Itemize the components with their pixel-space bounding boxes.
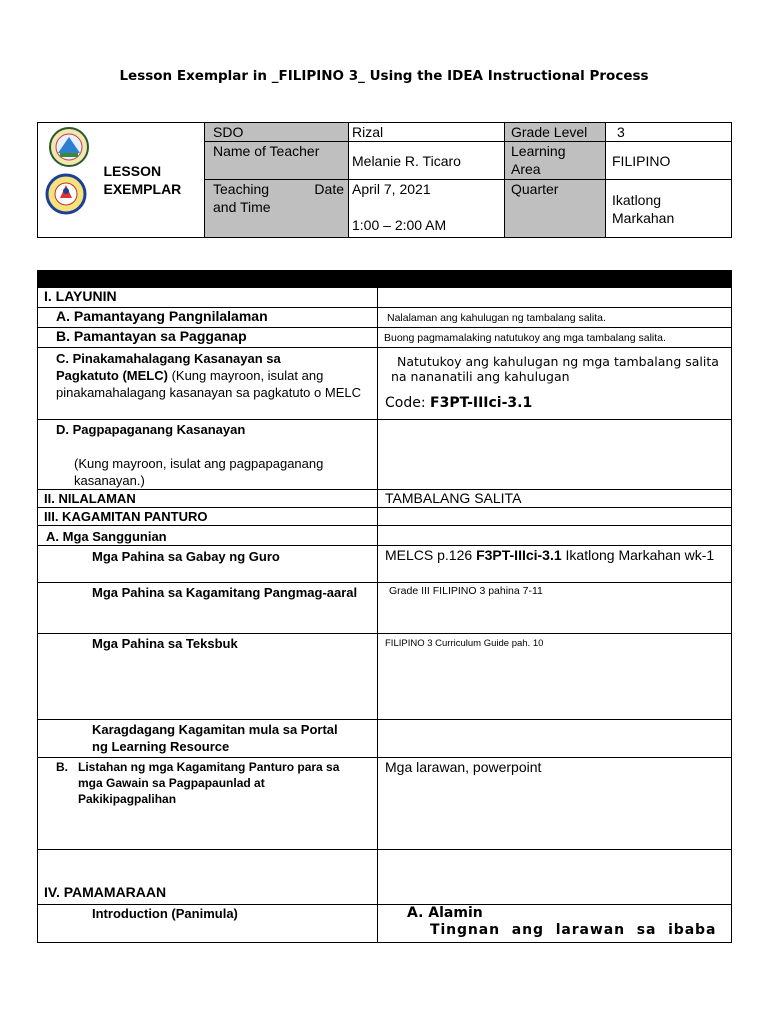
pamantayang-value: Nalalaman ang kahulugan ng tambalang salita. <box>378 308 732 328</box>
time-value: 1:00 – 2:00 AM <box>352 217 447 233</box>
header-table <box>37 122 732 238</box>
introduction-label: Introduction (Panimula) <box>38 905 378 943</box>
melc-value: Natutukoy ang kahulugan ng mga tambalang salita na nananatili ang kahulugan Code: F3PT-IIIci-3.1 <box>378 348 732 420</box>
deped-seal-icon <box>47 175 85 213</box>
logo-cell <box>38 123 100 238</box>
gabay-label: Mga Pahina sa Gabay ng Guro <box>38 546 378 583</box>
learning-area-value: FILIPINO <box>606 142 732 180</box>
teaching-date-label: Teaching Date and Time <box>205 180 349 238</box>
teacher-value: Melanie R. Ticaro <box>349 142 505 180</box>
kagamitang-label: Mga Pahina sa Kagamitang Pangmag-aaral <box>38 583 378 634</box>
lesson-exemplar-label: LESSON EXEMPLAR <box>100 123 205 238</box>
division-seal-icon <box>50 128 88 166</box>
grade-level-label: Grade Level <box>505 123 606 142</box>
school-logos <box>38 123 98 233</box>
kagamitan-label: III. KAGAMITAN PANTURO <box>38 508 378 526</box>
tingnan-value: Tingnan ang larawan sa ibaba <box>430 922 717 938</box>
learning-area-label: Learning Area <box>505 142 606 180</box>
portal-label: Karagdagang Kagamitan mula sa Portal ng Learning Resource <box>38 720 378 758</box>
date-time-value <box>349 180 505 238</box>
sanggunian-label: A. Mga Sanggunian <box>38 526 378 546</box>
teksbuk-value: FILIPINO 3 Curriculum Guide pah. 10 <box>378 634 732 720</box>
melc-code: Code: F3PT-IIIci-3.1 <box>385 395 533 411</box>
listahan-label: B. Listahan ng mga Kagamitang Panturo para sa mga Gawain sa Pagpapaunlad at Pakikipagpalihan <box>38 758 378 850</box>
alamin-label: A. Alamin <box>407 905 483 921</box>
pamantayang-label: A. Pamantayang Pangnilalaman <box>38 308 378 328</box>
melc-label: C. Pinakamahalagang Kasanayan sa Pagkatuto (MELC) (Kung mayroon, isulat ang pinakamahalagang kasanayan sa pagkatuto o MELC <box>38 348 378 420</box>
nilalaman-label: II. NILALAMAN <box>38 490 378 508</box>
alamin-cell <box>378 905 732 943</box>
lesson-table <box>37 270 732 943</box>
teksbuk-label: Mga Pahina sa Teksbuk <box>38 634 378 720</box>
grade-level-value: 3 <box>606 123 732 142</box>
quarter-label: Quarter <box>505 180 606 238</box>
layunin-heading: I. LAYUNIN <box>38 288 378 308</box>
gabay-value: MELCS p.126 F3PT-IIIci-3.1 Ikatlong Markahan wk-1 <box>378 546 732 583</box>
table-header-bar <box>38 271 732 288</box>
document-title: Lesson Exemplar in _FILIPINO 3_ Using the IDEA Instructional Process <box>119 68 649 84</box>
pamamaraan-label: IV. PAMAMARAAN <box>38 850 378 905</box>
pagganap-value: Buong pagmamalaking natutukoy ang mga tambalang salita. <box>378 328 732 348</box>
pagganap-label: B. Pamantayan sa Pagganap <box>38 328 378 348</box>
nilalaman-value: TAMBALANG SALITA <box>378 490 732 508</box>
sdo-label: SDO <box>205 123 349 142</box>
kagamitang-value: Grade III FILIPINO 3 pahina 7-11 <box>378 583 732 634</box>
pagpapaganang-label: D. Pagpapaganang Kasanayan (Kung mayroon, isulat ang pagpapaganang kasanayan.) <box>38 420 378 490</box>
quarter-value: Ikatlong Markahan <box>606 180 732 238</box>
listahan-value: Mga larawan, powerpoint <box>378 758 732 850</box>
sdo-value: Rizal <box>349 123 505 142</box>
teacher-label: Name of Teacher <box>205 142 349 180</box>
date-value: April 7, 2021 <box>352 181 431 197</box>
